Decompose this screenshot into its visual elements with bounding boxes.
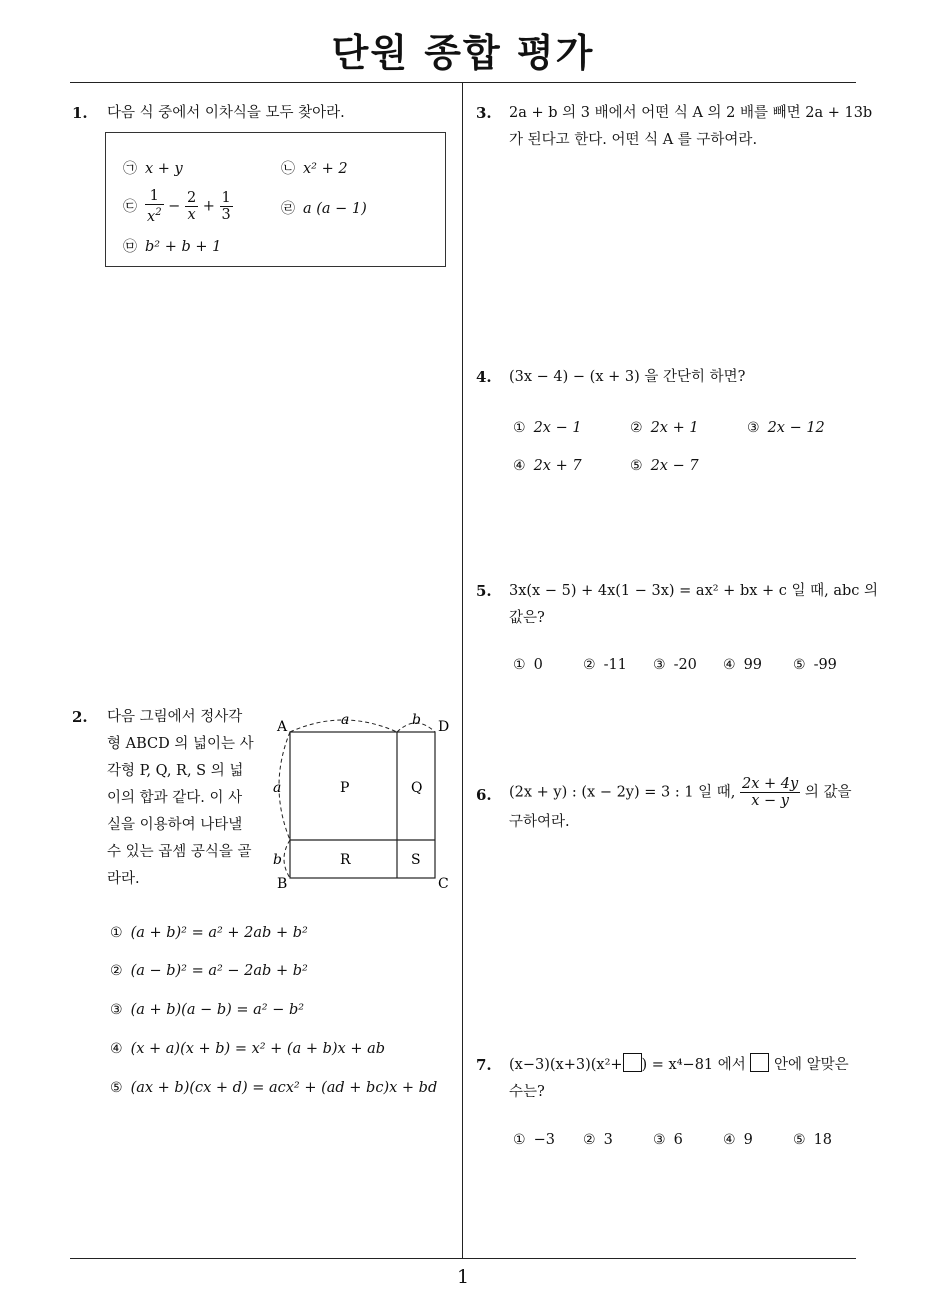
region-label: P [340, 780, 350, 796]
question-number: 6. [476, 786, 492, 804]
fraction: $\frac{2x + 4y}{x - y}$ [742, 776, 799, 809]
question-number: 2. [72, 708, 88, 726]
blank-box [623, 1053, 642, 1072]
choice-item: ④ (x + a)(x + b) = x² + (a + b)x + ab [110, 1041, 386, 1057]
vertex-label: B [277, 876, 288, 890]
brace-left-b [284, 840, 290, 878]
side-label: a [273, 780, 282, 796]
question-text: 2a + b 의 3 배에서 어떤 식 A 의 2 배를 빼면 2a + 13b 가 된다고 한다. 어떤 식 A 를 구하여라. [509, 105, 873, 148]
question-number: 7. [476, 1056, 492, 1074]
question-number: 4. [476, 368, 492, 386]
choice-item: ④ 9 [723, 1132, 753, 1148]
question-number: 1. [72, 104, 88, 122]
question-text: (x−3)(x+3)(x²+ ) = x⁴−81 에서 안에 알맞은 수는? [509, 1052, 849, 1106]
choice-item: ② -11 [583, 657, 627, 673]
blank-box [750, 1053, 769, 1072]
choice-item: ④ 2x + 7 [513, 458, 582, 474]
question-number: 5. [476, 582, 492, 600]
choice-item: ㉢ $\frac{1}{x^2}$ − $\frac{2}{x}$ + $\frac{1}{3}$ [123, 188, 231, 225]
question-text: (3x − 4) − (x + 3) 을 간단히 하면? [509, 369, 746, 385]
question-text: 3x(x − 5) + 4x(1 − 3x) = ax² + bx + c 일 때, abc 의 값은? [509, 583, 878, 626]
choice-item: ② 2x + 1 [630, 420, 699, 436]
vertex-label: C [438, 876, 449, 890]
region-label: Q [411, 780, 423, 796]
bottom-rule [70, 1258, 856, 1259]
vertex-label: D [438, 719, 450, 735]
choice-item: ② 3 [583, 1132, 613, 1148]
top-rule [70, 82, 856, 83]
question-text: (2x + y) : (x − 2y) = 3 : 1 일 때, $\frac{2x + 4y}{x - y}$ 의 값을 구하여라. [509, 776, 852, 830]
choice-item: ① 0 [513, 657, 543, 673]
choice-item: ⑤ 18 [793, 1132, 833, 1148]
choice-item: ③ 6 [653, 1132, 683, 1148]
choice-item: ㉣ a (a − 1) [281, 201, 367, 217]
choice-item: ② (a − b)² = a² − 2ab + b² [110, 963, 308, 979]
choice-item: ㉤ b² + b + 1 [123, 239, 222, 255]
choice-item: ③ -20 [653, 657, 697, 673]
side-label: a [341, 712, 350, 728]
choice-item: ① −3 [513, 1132, 555, 1148]
choice-item: ⑤ (ax + b)(cx + d) = acx² + (ad + bc)x + bd [110, 1080, 438, 1096]
side-label: b [273, 852, 282, 868]
choice-item: ⑤ -99 [793, 657, 837, 673]
side-label: b [412, 712, 421, 728]
choice-item: ⑤ 2x − 7 [630, 458, 699, 474]
choice-item: ① (a + b)² = a² + 2ab + b² [110, 925, 308, 941]
choice-item: ③ (a + b)(a − b) = a² − b² [110, 1002, 305, 1018]
question-text: 다음 식 중에서 이차식을 모두 찾아라. [107, 105, 345, 121]
square-figure [268, 706, 458, 890]
choice-item: ㉡ x² + 2 [281, 161, 348, 177]
choice-item: ① 2x − 1 [513, 420, 582, 436]
page-number: 1 [456, 1266, 470, 1288]
page-title: 단원 종합 평가 [331, 31, 595, 75]
column-divider [462, 83, 463, 1259]
question-number: 3. [476, 104, 492, 122]
region-label: S [411, 852, 421, 868]
vertex-label: A [277, 719, 288, 735]
region-label: R [340, 852, 351, 868]
choice-item: ③ 2x − 12 [747, 420, 825, 436]
question-text: 다음 그림에서 정사각 형 ABCD 의 넓이는 사 각형 P, Q, R, S 의 넓 이의 합과 같다. 이 사 실을 이용하여 나타낼 수 있는 곱셈 공식을 골 라라. [107, 709, 254, 887]
choice-item: ④ 99 [723, 657, 763, 673]
choice-item: ㉠ x + y [123, 161, 183, 177]
